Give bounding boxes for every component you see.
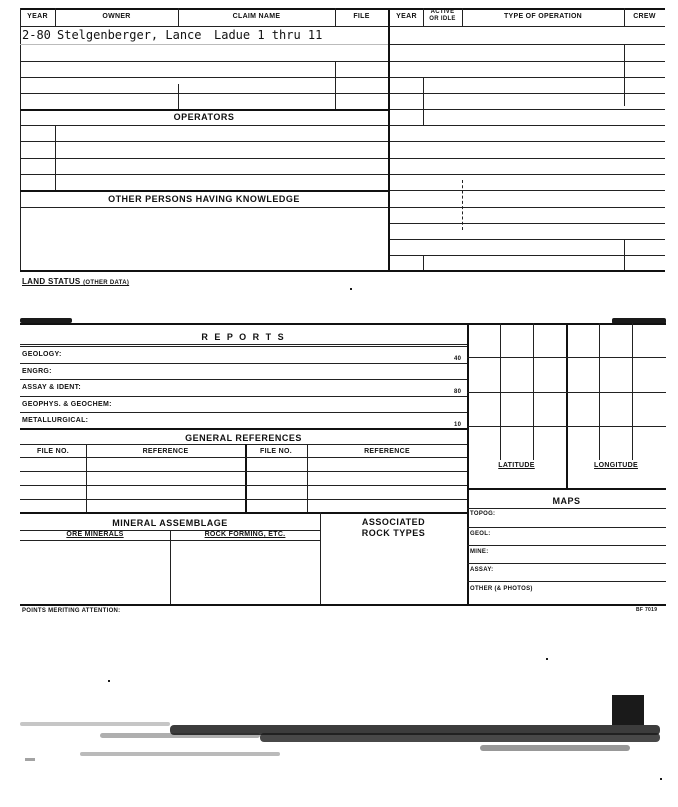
row-line — [467, 508, 666, 509]
scan-speck — [25, 758, 35, 761]
row-line — [390, 174, 665, 175]
center-divider — [388, 8, 390, 272]
longitude-label: LONGITUDE — [594, 462, 638, 469]
row-line — [20, 141, 388, 142]
col-tick — [462, 180, 463, 230]
row-line — [20, 174, 388, 175]
header-bottom-line — [20, 26, 665, 27]
row-line — [467, 563, 666, 564]
row-line — [390, 109, 665, 110]
mineral-assemblage-title: MINERAL ASSEMBLAGE — [112, 518, 228, 528]
col-tick — [335, 62, 336, 109]
header-file: FILE — [353, 13, 370, 20]
row-line — [20, 77, 388, 78]
map-geol: GEOL: — [470, 531, 491, 537]
reports-title: R E P O R T S — [201, 332, 286, 342]
map-assay: ASSAY: — [470, 567, 494, 573]
row-line — [20, 499, 467, 500]
scan-speck — [350, 288, 352, 290]
report-engrg: ENGRG: — [22, 368, 52, 375]
header-claim-name: CLAIM NAME — [232, 13, 281, 20]
col-tick — [423, 77, 424, 125]
row-line — [20, 396, 467, 397]
operators-label: OPERATORS — [173, 112, 235, 122]
header-crew: CREW — [633, 13, 656, 20]
scan-streak — [80, 752, 280, 756]
general-references-title: GENERAL REFERENCES — [185, 433, 302, 443]
scan-streak — [20, 722, 170, 726]
row-line — [390, 158, 665, 159]
row-line — [20, 412, 467, 413]
reports-title-line — [20, 344, 467, 345]
report-num: 40 — [454, 356, 462, 362]
report-geophys: GEOPHYS. & GEOCHEM: — [22, 401, 112, 408]
col-tick — [624, 240, 625, 270]
row-line — [467, 527, 666, 528]
row-line — [467, 581, 666, 582]
reports-bottom — [20, 428, 467, 430]
other-persons-label: OTHER PERSONS HAVING KNOWLEDGE — [108, 194, 300, 204]
col-tick — [624, 44, 625, 106]
report-num: 10 — [454, 422, 462, 428]
section-bottom — [20, 604, 666, 606]
entry-owner: Stelgenberger, Lance — [57, 28, 202, 42]
scan-speck — [660, 778, 662, 780]
row-line — [20, 61, 388, 62]
row-line — [390, 190, 665, 191]
scan-speck — [546, 658, 548, 660]
header-year: YEAR — [27, 13, 48, 20]
entry-year: 2-80 — [22, 28, 51, 42]
map-mine: MINE: — [470, 549, 489, 555]
associated-label: ASSOCIATED — [361, 517, 426, 527]
latitude-label: LATITUDE — [498, 462, 535, 469]
left-border — [20, 8, 21, 270]
row-line — [20, 485, 467, 486]
col-tick — [423, 255, 424, 270]
report-assay: ASSAY & IDENT: — [22, 384, 82, 391]
row-line — [20, 444, 467, 445]
header-year-right: YEAR — [396, 13, 417, 20]
land-status-text: LAND STATUS — [22, 277, 81, 286]
ore-minerals-header: ORE MINERALS — [66, 531, 124, 538]
scan-streak — [480, 745, 630, 751]
ref-header-file-no: FILE NO. — [37, 448, 69, 455]
rock-forming-header: ROCK FORMING, ETC. — [204, 531, 286, 538]
col-divider — [170, 531, 171, 604]
row-line — [20, 125, 388, 126]
map-topog: TOPOG: — [470, 511, 496, 517]
header-owner: OWNER — [102, 13, 131, 20]
row-line — [20, 109, 388, 111]
row-line — [20, 363, 467, 364]
land-status-label — [22, 277, 129, 286]
ref-header-file-no-2: FILE NO. — [260, 448, 292, 455]
row-line — [467, 545, 666, 546]
scan-speck — [108, 680, 110, 682]
scan-blot — [612, 695, 644, 725]
header-type-of-operation: TYPE OF OPERATION — [503, 13, 583, 20]
form-code: BF 7019 — [636, 607, 658, 613]
scan-streak — [100, 733, 260, 738]
ref-header-reference-2: REFERENCE — [364, 448, 410, 455]
row-line — [20, 190, 388, 192]
references-bottom — [20, 512, 467, 514]
entry-claim-name: Ladue 1 thru 11 — [214, 28, 323, 42]
grid-hline — [467, 426, 666, 427]
col-tick — [178, 84, 179, 109]
row-line — [20, 44, 388, 45]
top-table-bottom — [20, 270, 665, 272]
row-line — [20, 471, 467, 472]
rock-types-label: ROCK TYPES — [361, 528, 426, 538]
row-line — [390, 223, 665, 224]
report-metallurgical: METALLURGICAL: — [22, 417, 89, 424]
row-line — [20, 207, 388, 208]
row-line — [390, 141, 665, 142]
map-other: OTHER (& PHOTOS) — [470, 586, 533, 592]
scan-streak — [260, 733, 660, 742]
row-line — [20, 379, 467, 380]
report-num: 80 — [454, 389, 462, 395]
col-divider — [55, 125, 56, 190]
report-geology: GEOLOGY: — [22, 351, 62, 358]
maps-title: MAPS — [552, 496, 581, 506]
points-meriting-attention-label: POINTS MERITING ATTENTION: — [22, 608, 121, 614]
grid-hline — [467, 392, 666, 393]
row-line — [390, 125, 665, 126]
maps-top-line — [467, 488, 666, 490]
top-border — [20, 8, 665, 10]
header-active: ACTIVE — [430, 9, 455, 15]
reports-title-line — [20, 346, 467, 347]
section-top-border — [20, 323, 666, 325]
row-line — [20, 457, 467, 458]
grid-hline — [467, 357, 666, 358]
ref-header-reference: REFERENCE — [142, 448, 189, 455]
row-line — [390, 207, 665, 208]
row-line — [20, 158, 388, 159]
row-line — [20, 93, 388, 94]
land-status-sub: (OTHER DATA) — [83, 280, 130, 286]
header-or-idle: OR IDLE — [429, 16, 456, 22]
